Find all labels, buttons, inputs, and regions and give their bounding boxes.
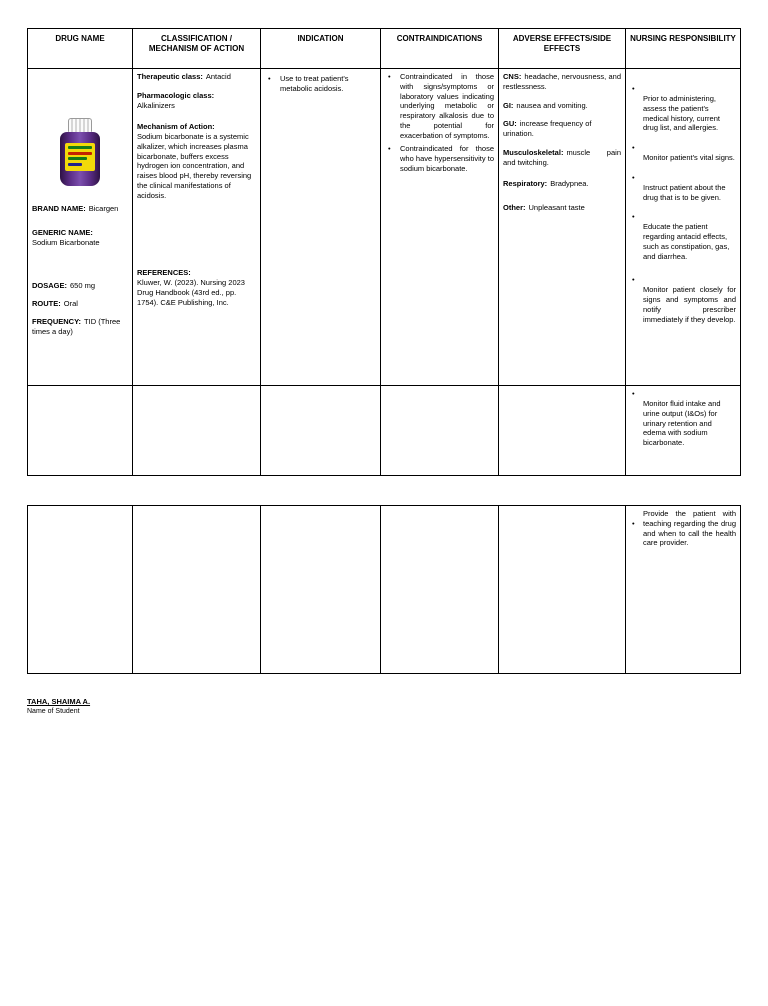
- adverse-effect-label: GU:: [503, 119, 517, 129]
- empty-cell: [381, 386, 499, 476]
- adverse-effect-text: increase frequency of urination.: [503, 119, 592, 138]
- cell-nursing-responsibility-cont2: [626, 506, 741, 674]
- bullet-icon: •: [632, 172, 635, 182]
- empty-cell: [499, 506, 626, 674]
- list-item: [630, 509, 736, 548]
- empty-cell: [499, 386, 626, 476]
- table-body-row-2: [28, 386, 741, 476]
- contraindication-item: [385, 72, 494, 140]
- adverse-effect-label: Other:: [503, 203, 526, 212]
- contraindication-text: Contraindicated in those with signs/symptoms or laboratory values indicating underlying metabolic or respiratory alkalosis due to the potential for exacerbation of symptoms.: [400, 72, 494, 140]
- medicine-bottle-image: [57, 118, 103, 188]
- dosage-label: DOSAGE:: [32, 281, 68, 291]
- empty-cell: [133, 386, 261, 476]
- list-item: [630, 212, 736, 261]
- col-header-nursing-responsibility: NURSING RESPONSIBILITY: [626, 29, 741, 69]
- bullet-icon: •: [632, 143, 635, 152]
- nursing-item-text: Provide the patient with teaching regarding the drug and when to call the health care provider.: [643, 509, 736, 548]
- list-item: [630, 84, 736, 133]
- adverse-effect-text: Unpleasant taste: [528, 203, 585, 212]
- student-name: TAHA, SHAIMA A.: [27, 697, 91, 706]
- generic-name-field: [32, 228, 128, 248]
- route-label: ROUTE:: [32, 299, 61, 308]
- cell-contraindications: [381, 69, 499, 386]
- cell-drug-name: [28, 69, 133, 386]
- frequency-field: [32, 317, 128, 337]
- table-body-row-1: [28, 69, 741, 386]
- bullet-icon: •: [632, 84, 635, 93]
- col-header-classification: CLASSIFICATION / MECHANISM OF ACTION: [133, 29, 261, 69]
- nursing-item-text: Monitor patient closely for signs and symptoms and notify prescriber immediately if they develop.: [643, 285, 736, 324]
- cell-nursing-responsibility: [626, 69, 741, 386]
- empty-cell: [261, 506, 381, 674]
- dosage-value: 650 mg: [70, 281, 96, 291]
- adverse-effect-label: Respiratory:: [503, 179, 548, 189]
- pharmacologic-class-label: Pharmacologic class:: [137, 90, 215, 100]
- cell-classification: [133, 69, 261, 386]
- bullet-icon: •: [388, 72, 391, 81]
- brand-name-field: [32, 204, 128, 214]
- brand-name-value: Bicargen: [88, 204, 119, 213]
- adverse-effect-entry: [503, 72, 621, 92]
- nursing-item-text: Monitor fluid intake and urine output (I&Os) for urinary retention and edema with sodium bicarbonate.: [643, 399, 721, 447]
- nursing-responsibility-list: [630, 72, 736, 324]
- indication-text: Use to treat patient's metabolic acidosis.: [280, 74, 349, 93]
- nursing-item-text: Monitor patient's vital signs.: [643, 153, 735, 162]
- adverse-effect-entry: [503, 119, 621, 139]
- generic-name-value: Sodium Bicarbonate: [32, 237, 100, 247]
- nursing-item-text: Instruct patient about the drug that is to be given.: [643, 182, 726, 202]
- list-item: [630, 389, 736, 448]
- brand-name-label: BRAND NAME:: [32, 204, 86, 213]
- contraindication-item: [385, 144, 494, 173]
- frequency-label: FREQUENCY:: [32, 316, 82, 326]
- references-label: REFERENCES:: [137, 268, 191, 278]
- bottle-label: [65, 143, 95, 171]
- col-header-drug-name: DRUG NAME: [28, 29, 133, 69]
- contraindication-text: Contraindicated for those who have hypersensitivity to sodium bicarbonate.: [400, 144, 494, 173]
- bottle-cap: [68, 118, 92, 132]
- drug-study-table: [27, 28, 741, 476]
- references-text: Kluwer, W. (2023). Nursing 2023 Drug Handbook (43rd ed., pp. 1754). C&E Publishing, Inc.: [137, 278, 245, 307]
- list-item: [630, 275, 736, 324]
- bullet-icon: •: [268, 74, 271, 83]
- col-header-contraindications: CONTRAINDICATIONS: [381, 29, 499, 69]
- adverse-effect-text: Bradypnea.: [550, 179, 589, 189]
- adverse-effect-text: nausea and vomiting.: [516, 100, 588, 110]
- adverse-effect-label: Musculoskeletal:: [503, 147, 564, 157]
- adverse-effect-entry: [503, 148, 621, 168]
- col-header-indication: INDICATION: [261, 29, 381, 69]
- signature-block: [27, 697, 90, 715]
- nursing-item-text: Educate the patient regarding antacid effects, such as constipation, gas, and diarrhea.: [643, 222, 730, 261]
- generic-name-label: GENERIC NAME:: [32, 227, 93, 237]
- adverse-effect-entry: [503, 101, 621, 111]
- mechanism-of-action-text: Sodium bicarbonate is a systemic alkalizer, which increases plasma bicarbonate, buffers excess hydrogen ion concentration, and raises blood pH, thereby reversing the clinical manifestations of acidosis.: [137, 132, 252, 200]
- mechanism-of-action-field: [137, 122, 256, 200]
- adverse-effect-label: CNS:: [503, 72, 522, 81]
- therapeutic-class-label: Therapeutic class:: [137, 72, 203, 81]
- bottle-body: [60, 132, 100, 186]
- cell-nursing-responsibility-cont: [626, 386, 741, 476]
- references-field: [137, 268, 256, 307]
- drug-study-table-continuation: [27, 505, 741, 674]
- bullet-icon: •: [632, 519, 635, 528]
- bullet-icon: •: [632, 275, 635, 285]
- empty-cell: [28, 386, 133, 476]
- col-header-adverse-effects: ADVERSE EFFECTS/SIDE EFFECTS: [499, 29, 626, 69]
- pharmacologic-class-field: [137, 91, 256, 111]
- adverse-effect-text: headache, nervousness, and restlessness.: [503, 72, 621, 91]
- table-header-row: [28, 29, 741, 69]
- route-value: Oral: [63, 299, 78, 308]
- pharmacologic-class-value: Alkalinizers: [137, 100, 175, 110]
- table2-body-row: [28, 506, 741, 674]
- frequency-value: TID (Three times a day): [32, 316, 121, 336]
- adverse-effect-entry: [503, 203, 621, 213]
- adverse-effect-text: muscle pain and twitching.: [503, 147, 621, 167]
- nursing-item-text: Prior to administering, assess the patient's medical history, current drug list, and allergies.: [643, 94, 720, 133]
- cell-indication: [261, 69, 381, 386]
- therapeutic-class-field: [137, 72, 256, 82]
- list-item: [630, 173, 736, 203]
- cell-adverse-effects: [499, 69, 626, 386]
- dosage-field: [32, 281, 128, 291]
- student-role-label: Name of Student: [27, 708, 80, 715]
- list-item: [630, 143, 736, 163]
- empty-cell: [261, 386, 381, 476]
- empty-cell: [381, 506, 499, 674]
- therapeutic-class-value: Antacid: [205, 72, 231, 81]
- bullet-icon: •: [388, 144, 391, 154]
- empty-cell: [28, 506, 133, 674]
- route-field: [32, 299, 128, 309]
- indication-item: [265, 74, 376, 94]
- bullet-icon: •: [632, 212, 635, 222]
- adverse-effect-entry: [503, 179, 621, 189]
- empty-cell: [133, 506, 261, 674]
- bullet-icon: •: [632, 389, 635, 398]
- mechanism-of-action-label: Mechanism of Action:: [137, 122, 215, 132]
- adverse-effect-label: GI:: [503, 100, 514, 110]
